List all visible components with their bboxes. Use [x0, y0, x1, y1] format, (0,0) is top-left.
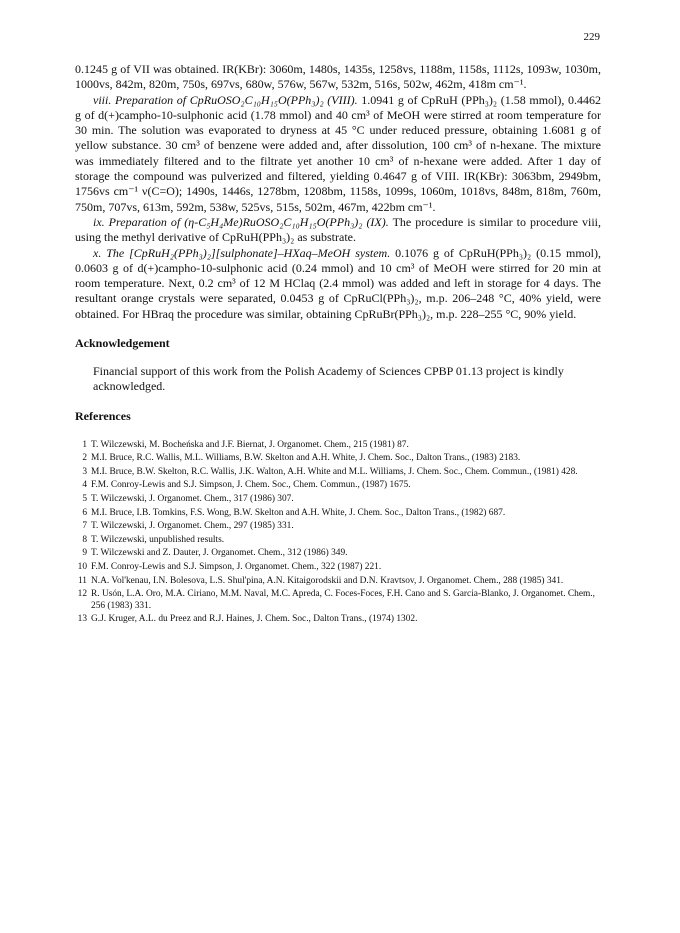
reference-text: T. Wilczewski and Z. Dauter, J. Organomet. Chem., 312 (1986) 349. — [91, 548, 348, 559]
reference-text: M.I. Bruce, R.C. Wallis, M.L. Williams, B.W. Skelton and A.H. White, J. Chem. Soc., Dalton Trans., (1983) 2183. — [91, 453, 521, 464]
acknowledgement-text: Financial support of this work from the Polish Academy of Sciences CPBP 01.13 project is kindly acknowledged. — [93, 364, 564, 394]
reference-item — [75, 440, 601, 452]
reference-item — [75, 453, 601, 465]
reference-text: G.J. Kruger, A.L. du Preez and R.J. Haines, J. Chem. Soc., Dalton Trans., (1974) 1302. — [91, 614, 418, 625]
paragraph-text: 0.1076 g of CpRuH(PPh₃)₂ (0.15 mmol), 0.0603 g of d(+)campho-10-sulphonic acid (0.24 mmol) and 10 cm³ of MeOH were stirred for 20 min at room temperature. Next, 0.2 cm³ of 12 M HClaq (2.4 mmol) was added and left in storage for 4 days. The resultant orange crystals were separated, 0.0453 g of CpRuCl(PPh₃)₂, m.p. 206–248 °C, 40% yield, were obtained. For HBraq the procedure was similar, obtaining CpRuBr(PPh₃)₂, m.p. 228–255 °C, 90% yield. — [75, 245, 602, 321]
reference-item — [75, 494, 601, 506]
reference-number: 2 — [82, 453, 87, 464]
reference-number: 5 — [82, 494, 87, 505]
reference-text: M.I. Bruce, B.W. Skelton, R.C. Wallis, J.K. Walton, A.H. White and M.L. Williams, J. Chem. Soc., Chem. Commun., (1981) 428. — [91, 466, 578, 477]
page-number: 229 — [583, 31, 600, 43]
paragraph-text: The procedure is similar to procedure viii, using the methyl derivative of CpRuH(PPh₃)₂ as substrate. — [75, 214, 601, 245]
paragraph-label: ix. Preparation of (η-C₅H₄Me)RuOSO₂C₁₀H₁₅O(PPh₃)₂ (IX). — [93, 214, 389, 229]
reference-text: N.A. Vol'kenau, I.N. Bolesova, L.S. Shul'pina, A.N. Kitaigorodskii and D.N. Kravtsov, J. Organomet. Chem., 288 (1985) 341. — [91, 575, 564, 586]
reference-number: 6 — [82, 507, 87, 518]
reference-text: T. Wilczewski, unpublished results. — [91, 534, 225, 545]
reference-item — [75, 562, 601, 574]
reference-item — [75, 576, 601, 588]
reference-item — [75, 535, 601, 547]
reference-item — [75, 521, 601, 533]
reference-text: R. Usón, L.A. Oro, M.A. Ciriano, M.M. Naval, M.C. Apreda, C. Foces-Foces, F.H. Cano and S. Garcia-Blanko, J. Organomet. Chem., 256 (1983) 331. — [91, 589, 595, 611]
reference-text: T. Wilczewski, M. Bocheńska and J.F. Biernat, J. Organomet. Chem., 215 (1981) 87. — [91, 439, 409, 450]
paragraph-label: viii. Preparation of CpRuOSO₂C₁₀H₁₅O(PPh₃)₂ (VIII). — [93, 92, 358, 107]
experimental-section — [75, 62, 601, 322]
paragraph-p3 — [75, 215, 601, 246]
reference-number: 7 — [82, 521, 87, 532]
paragraph-text: 1.0941 g of CpRuH (PPh₃)₂ (1.58 mmol), 0.4462 g of d(+)campho-10-sulphonic acid (1.78 mmol) and 40 cm³ of MeOH were stirred at room temperature for 30 min. The solution was evaporated to dryness at 45 °C under reduced pressure, obtaining 1.6081 g of yellow substance. 30 cm³ of benzene were added and, after dissolution, 100 cm³ of n-hexane. The mixture was immediately filtered and to the filtrate yet another 10 cm³ of n-hexane were added. After 1 day of storage the compound was pulverized and filtered, yielding 0.4647 g of VIII. IR(KBr): 3063bm, 2949bm, 1756vs cm⁻¹ ν(C=O); 1490s, 1446s, 1278bm, 1208bm, 1158s, 1099s, 1060m, 1018vs, 848m, 818m, 760m, 750m, 707vs, 613m, 592m, 538w, 525vs, 515s, 502m, 467m, 422bm cm⁻¹. — [75, 92, 601, 214]
paragraph-p4 — [75, 246, 601, 322]
references-heading: References — [75, 408, 131, 423]
reference-item — [75, 548, 601, 560]
reference-number: 13 — [77, 614, 87, 625]
reference-number: 4 — [82, 480, 87, 491]
reference-text: T. Wilczewski, J. Organomet. Chem., 297 (1985) 331. — [91, 521, 294, 532]
reference-text: T. Wilczewski, J. Organomet. Chem., 317 (1986) 307. — [91, 494, 294, 505]
reference-item — [75, 589, 601, 612]
reference-item — [75, 480, 601, 492]
reference-item — [75, 508, 601, 520]
paper-body — [75, 62, 601, 642]
reference-text: F.M. Conroy-Lewis and S.J. Simpson, J. Chem. Soc., Chem. Commun., (1987) 1675. — [91, 480, 411, 491]
acknowledgement-heading: Acknowledgement — [75, 336, 170, 351]
paragraph-text: 0.1245 g of VII was obtained. IR(KBr): 3060m, 1480s, 1435s, 1258vs, 1188m, 1158s, 1112s, 1093w, 1030m, 1000vs, 842m, 820m, 750s, 697vs, 680w, 576w, 567w, 532m, 516s, 502w, 462m, 418m cm⁻¹. — [75, 62, 601, 92]
reference-list — [75, 440, 601, 626]
reference-number: 8 — [82, 534, 87, 545]
reference-number: 11 — [77, 575, 87, 586]
reference-number: 1 — [82, 439, 87, 450]
reference-item — [75, 614, 601, 626]
reference-number: 10 — [77, 561, 87, 572]
reference-text: F.M. Conroy-Lewis and S.J. Simpson, J. Organomet. Chem., 322 (1987) 221. — [91, 561, 382, 572]
reference-number: 9 — [82, 548, 87, 559]
reference-item — [75, 467, 601, 479]
reference-number: 3 — [82, 466, 87, 477]
paragraph-p1 — [75, 62, 601, 93]
reference-number: 12 — [77, 589, 87, 600]
reference-text: M.I. Bruce, I.B. Tomkins, F.S. Wong, B.W. Skelton and A.H. White, J. Chem. Soc., Dalton Trans., (1982) 687. — [91, 507, 506, 518]
paragraph-label: x. The [CpRuH₂(PPh₃)₂][sulphonate]–HXaq–MeOH system. — [93, 245, 391, 260]
paragraph-p2 — [75, 93, 601, 215]
